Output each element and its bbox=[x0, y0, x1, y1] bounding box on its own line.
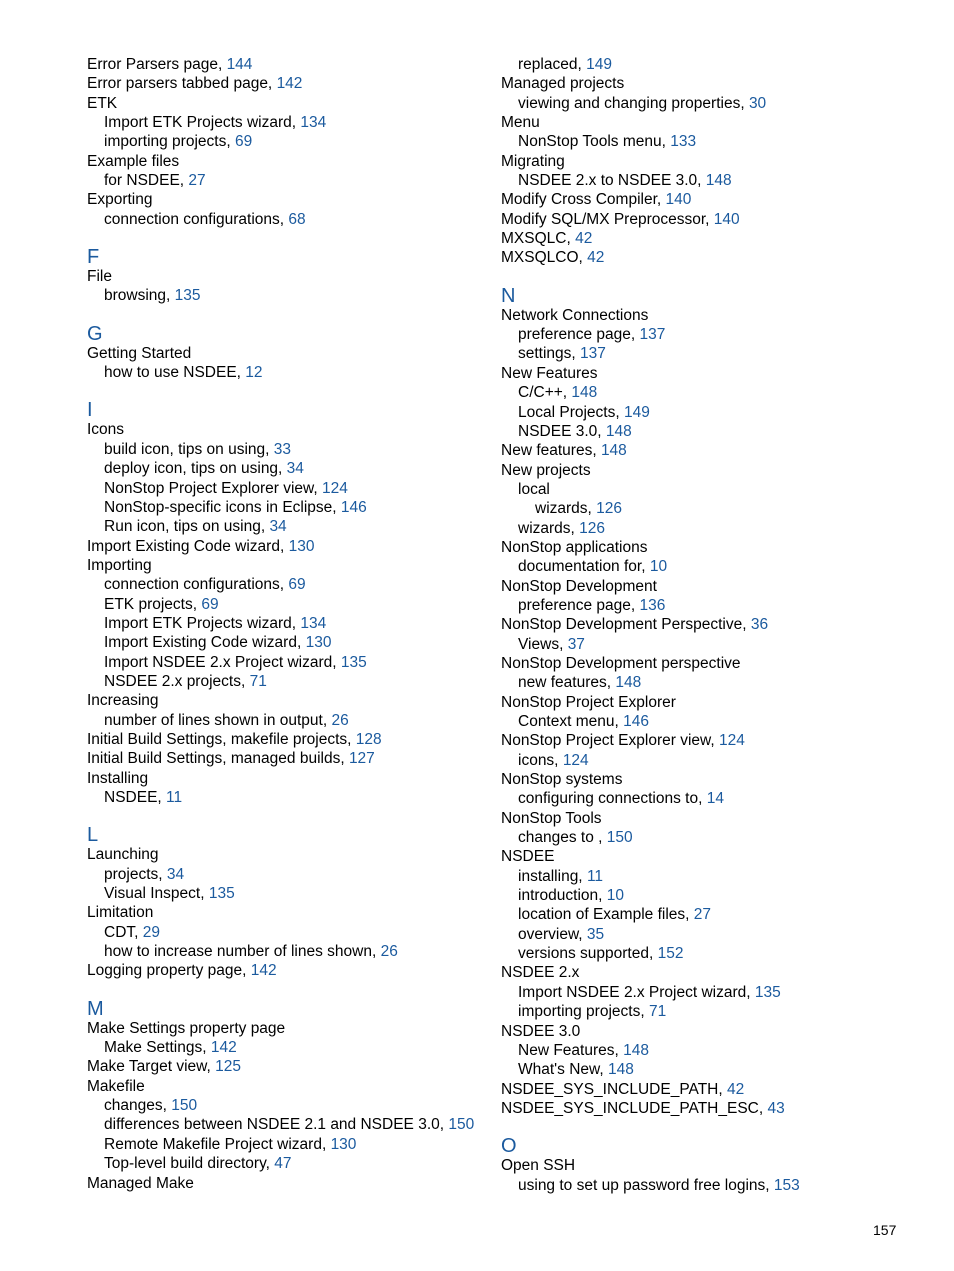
page-link[interactable]: 135 bbox=[754, 983, 781, 1001]
index-entry bbox=[501, 809, 911, 828]
index-term: New features, bbox=[501, 442, 601, 460]
index-entry bbox=[87, 556, 497, 575]
page-link[interactable]: 148 bbox=[623, 1041, 649, 1059]
index-entry bbox=[501, 963, 911, 982]
index-subentry bbox=[501, 673, 911, 692]
index-term: Initial Build Settings, managed builds, bbox=[87, 750, 349, 768]
index-entry bbox=[87, 152, 497, 171]
page-link[interactable]: 69 bbox=[288, 576, 306, 594]
page-link[interactable]: 42 bbox=[575, 230, 593, 248]
index-term: Run icon, tips on using, bbox=[104, 518, 270, 536]
index-subentry bbox=[501, 944, 911, 963]
page-link[interactable]: 135 bbox=[208, 885, 235, 903]
page-link[interactable]: 29 bbox=[142, 923, 160, 941]
page-link[interactable]: 149 bbox=[623, 403, 650, 421]
page-link[interactable]: 150 bbox=[448, 1116, 475, 1134]
index-entry bbox=[501, 731, 911, 750]
page-link[interactable]: 130 bbox=[330, 1135, 357, 1153]
index-entry bbox=[87, 730, 497, 749]
index-subentry bbox=[87, 1096, 497, 1115]
index-term: browsing, bbox=[104, 287, 175, 305]
index-term: using to set up password free logins, bbox=[518, 1176, 774, 1194]
page-link[interactable]: 148 bbox=[571, 384, 598, 402]
page-link[interactable]: 126 bbox=[579, 519, 606, 537]
index-subentry bbox=[87, 653, 497, 672]
index-entry bbox=[87, 769, 497, 788]
page-link[interactable]: 27 bbox=[693, 906, 712, 924]
index-entry bbox=[501, 210, 911, 229]
index-subentry bbox=[501, 1060, 911, 1079]
index-entry bbox=[501, 1156, 911, 1175]
index-term: icons, bbox=[518, 751, 563, 769]
page-link[interactable]: 150 bbox=[171, 1097, 198, 1115]
index-term: Launching bbox=[87, 846, 159, 864]
index-subentry bbox=[501, 983, 911, 1002]
index-entry bbox=[87, 55, 497, 74]
page-link[interactable]: 69 bbox=[234, 133, 253, 151]
index-term: Make Settings property page bbox=[87, 1019, 286, 1037]
index-entry bbox=[87, 344, 497, 363]
index-entry bbox=[87, 420, 497, 439]
page-link[interactable]: 128 bbox=[355, 730, 382, 748]
page-link[interactable]: 14 bbox=[706, 790, 724, 808]
index-term: Import ETK Projects wizard, bbox=[104, 614, 301, 632]
page-link[interactable]: 140 bbox=[713, 210, 740, 228]
index-term: NonStop Project Explorer bbox=[501, 693, 676, 711]
index-term: NonStop-specific icons in Eclipse, bbox=[104, 498, 341, 516]
index-term: configuring connections to, bbox=[518, 790, 707, 808]
page-link[interactable]: 26 bbox=[331, 711, 349, 729]
index-subentry bbox=[87, 171, 497, 190]
index-subentry bbox=[87, 633, 497, 652]
page-link[interactable]: 34 bbox=[286, 460, 304, 478]
index-entry bbox=[501, 577, 911, 596]
page-link[interactable]: 148 bbox=[607, 1061, 634, 1079]
index-letter-heading: I bbox=[87, 399, 93, 422]
index-entry bbox=[501, 190, 911, 209]
index-term: New Features bbox=[501, 364, 598, 382]
index-term: What's New, bbox=[518, 1061, 608, 1079]
index-letter-heading: F bbox=[87, 246, 100, 269]
index-term: File bbox=[87, 268, 112, 286]
index-term: Menu bbox=[501, 114, 540, 132]
page-link[interactable]: 130 bbox=[305, 634, 332, 652]
page-link[interactable]: 68 bbox=[288, 210, 306, 228]
index-subentry bbox=[87, 363, 497, 382]
index-term: Importing bbox=[87, 556, 152, 574]
index-term: NSDEE bbox=[501, 848, 555, 866]
index-entry bbox=[87, 845, 497, 864]
index-term: wizards, bbox=[518, 519, 580, 537]
page-link[interactable]: 148 bbox=[615, 674, 642, 692]
page-link[interactable]: 127 bbox=[348, 750, 375, 768]
index-subentry bbox=[87, 865, 497, 884]
index-subentry bbox=[87, 672, 497, 691]
index-term: NonStop Project Explorer view, bbox=[104, 479, 322, 497]
index-term: NonStop Development perspective bbox=[501, 654, 741, 672]
page-link[interactable]: 133 bbox=[670, 133, 697, 151]
index-term: number of lines shown in output, bbox=[104, 711, 332, 729]
index-term: importing projects, bbox=[104, 133, 235, 151]
index-entry bbox=[501, 615, 911, 634]
index-subentry bbox=[87, 788, 497, 807]
index-letter-heading: G bbox=[87, 322, 103, 345]
index-term: Logging property page, bbox=[87, 962, 251, 980]
index-term: Modify SQL/MX Preprocessor, bbox=[501, 210, 714, 228]
page-link[interactable]: 142 bbox=[210, 1039, 237, 1057]
index-subentry bbox=[87, 942, 497, 961]
page-link[interactable]: 135 bbox=[174, 287, 201, 305]
index-subentry bbox=[87, 132, 497, 151]
index-term: Makefile bbox=[87, 1077, 145, 1095]
page-link[interactable]: 150 bbox=[606, 829, 633, 847]
index-term: Visual Inspect, bbox=[104, 885, 209, 903]
index-letter-heading: O bbox=[501, 1135, 517, 1158]
page-link[interactable]: 30 bbox=[748, 94, 767, 112]
page-link[interactable]: 124 bbox=[321, 479, 348, 497]
page-link[interactable]: 33 bbox=[273, 440, 291, 458]
index-term: new features, bbox=[518, 674, 616, 692]
index-entry bbox=[87, 74, 497, 93]
index-term: NSDEE 2.x to NSDEE 3.0, bbox=[518, 172, 706, 190]
index-term: Getting Started bbox=[87, 344, 192, 362]
page-link[interactable]: 130 bbox=[288, 537, 315, 555]
index-term: NonStop Project Explorer view, bbox=[501, 732, 719, 750]
index-term: changes, bbox=[104, 1097, 172, 1115]
index-entry bbox=[87, 1077, 497, 1096]
index-entry bbox=[501, 770, 911, 789]
index-term: Icons bbox=[87, 421, 125, 439]
page-link[interactable]: 11 bbox=[586, 867, 604, 885]
index-letter-heading: L bbox=[87, 824, 99, 847]
index-term: differences between NSDEE 2.1 and NSDEE 3.0, bbox=[104, 1116, 449, 1134]
index-letter-heading: N bbox=[501, 284, 516, 307]
page-link[interactable]: 42 bbox=[726, 1080, 745, 1098]
index-term: Top-level build directory, bbox=[104, 1155, 275, 1173]
index-subentry bbox=[501, 1002, 911, 1021]
index-term: replaced, bbox=[518, 56, 587, 73]
index-term: Increasing bbox=[87, 692, 159, 710]
index-term: MXSQLCO, bbox=[501, 249, 588, 267]
index-subentry bbox=[501, 325, 911, 344]
index-subentry bbox=[87, 286, 497, 305]
page-link[interactable]: 142 bbox=[250, 962, 277, 980]
index-entry bbox=[87, 961, 497, 980]
index-term: NonStop applications bbox=[501, 538, 648, 556]
page-link[interactable]: 26 bbox=[380, 943, 398, 961]
index-term: how to use NSDEE, bbox=[104, 364, 246, 382]
index-term: introduction, bbox=[518, 887, 607, 905]
index-term: Open SSH bbox=[501, 1157, 576, 1175]
index-subentry bbox=[501, 55, 911, 74]
page-link[interactable]: 136 bbox=[639, 596, 666, 614]
index-term: Managed projects bbox=[501, 75, 625, 93]
index-subentry bbox=[87, 113, 497, 132]
page-link[interactable]: 137 bbox=[580, 345, 606, 363]
index-term: versions supported, bbox=[518, 945, 658, 963]
index-term: Import NSDEE 2.x Project wizard, bbox=[104, 653, 341, 671]
page-link[interactable]: 71 bbox=[249, 672, 267, 690]
index-term: location of Example files, bbox=[518, 906, 694, 924]
index-term: changes to , bbox=[518, 829, 607, 847]
index-term: NonStop Tools bbox=[501, 809, 602, 827]
index-term: NonStop Tools menu, bbox=[518, 133, 671, 151]
index-subentry bbox=[87, 1115, 497, 1134]
index-entry bbox=[501, 113, 911, 132]
index-term: connection configurations, bbox=[104, 210, 289, 228]
index-term: NonStop Development Perspective, bbox=[501, 616, 751, 634]
index-subentry bbox=[501, 886, 911, 905]
index-entry bbox=[501, 74, 911, 93]
index-term: ETK projects, bbox=[104, 595, 202, 613]
index-subentry bbox=[501, 480, 911, 499]
index-term: settings, bbox=[518, 345, 581, 363]
index-term: documentation for, bbox=[518, 558, 650, 576]
page-link[interactable]: 42 bbox=[587, 249, 605, 267]
index-subentry bbox=[501, 422, 911, 441]
index-subentry bbox=[501, 171, 911, 190]
index-subentry bbox=[87, 884, 497, 903]
page-link[interactable]: 37 bbox=[567, 635, 585, 653]
index-subentry bbox=[501, 867, 911, 886]
index-entry bbox=[501, 152, 911, 171]
index-term: connection configurations, bbox=[104, 576, 289, 594]
index-entry bbox=[87, 903, 497, 922]
index-term: Exporting bbox=[87, 191, 153, 209]
index-term: Error parsers tabbed page, bbox=[87, 75, 277, 93]
page-link[interactable]: 137 bbox=[639, 326, 666, 344]
page-link[interactable]: 12 bbox=[245, 364, 263, 382]
index-entry bbox=[87, 267, 497, 286]
page-link[interactable]: 148 bbox=[705, 172, 732, 190]
index-term: Views, bbox=[518, 635, 568, 653]
page-link[interactable]: 69 bbox=[201, 595, 219, 613]
index-subentry bbox=[87, 210, 497, 229]
index-entry bbox=[87, 1174, 497, 1193]
index-subentry bbox=[501, 383, 911, 402]
index-entry bbox=[87, 1057, 497, 1076]
index-term: Error Parsers page, bbox=[87, 56, 227, 73]
index-entry bbox=[501, 364, 911, 383]
page-link[interactable]: 27 bbox=[188, 172, 206, 190]
page-link[interactable]: 146 bbox=[340, 498, 367, 516]
index-subentry bbox=[501, 925, 911, 944]
index-entry bbox=[87, 190, 497, 209]
index-subentry bbox=[501, 635, 911, 654]
index-subentry bbox=[501, 403, 911, 422]
index-entry bbox=[87, 691, 497, 710]
index-term: New projects bbox=[501, 461, 591, 479]
page-link[interactable]: 148 bbox=[605, 422, 632, 440]
index-entry bbox=[501, 441, 911, 460]
index-subentry bbox=[501, 596, 911, 615]
index-term: installing, bbox=[518, 867, 587, 885]
index-term: Import Existing Code wizard, bbox=[104, 634, 306, 652]
index-term: NSDEE 2.x bbox=[501, 964, 580, 982]
index-term: Modify Cross Compiler, bbox=[501, 191, 666, 209]
index-term: NSDEE_SYS_INCLUDE_PATH_ESC, bbox=[501, 1099, 768, 1117]
index-subentry bbox=[501, 557, 911, 576]
index-term: how to increase number of lines shown, bbox=[104, 943, 381, 961]
page-link[interactable]: 10 bbox=[606, 887, 624, 905]
index-entry bbox=[501, 693, 911, 712]
index-term: deploy icon, tips on using, bbox=[104, 460, 287, 478]
index-term: overview, bbox=[518, 925, 587, 943]
index-letter-heading: M bbox=[87, 997, 104, 1020]
index-term: preference page, bbox=[518, 326, 640, 344]
index-term: build icon, tips on using, bbox=[104, 440, 274, 458]
index-entry bbox=[501, 229, 911, 248]
page-link[interactable]: 125 bbox=[215, 1058, 241, 1076]
index-term: Local Projects, bbox=[518, 403, 624, 421]
index-entry bbox=[501, 248, 911, 267]
index-term: preference page, bbox=[518, 596, 640, 614]
index-subentry bbox=[501, 499, 911, 518]
index-term: projects, bbox=[104, 865, 167, 883]
index-term: Installing bbox=[87, 769, 149, 787]
index-subentry bbox=[501, 905, 911, 924]
index-subentry bbox=[501, 751, 911, 770]
index-subentry bbox=[87, 923, 497, 942]
index-term: for NSDEE, bbox=[104, 172, 189, 190]
index-term: Context menu, bbox=[518, 713, 624, 730]
index-subentry bbox=[87, 711, 497, 730]
index-subentry bbox=[501, 712, 911, 731]
index-subentry bbox=[87, 498, 497, 517]
index-term: Import ETK Projects wizard, bbox=[104, 114, 301, 132]
page-link[interactable]: 144 bbox=[226, 56, 253, 73]
index-entry bbox=[87, 749, 497, 768]
page-link[interactable]: 34 bbox=[269, 518, 287, 536]
page-link[interactable]: 35 bbox=[586, 925, 605, 943]
index-subentry bbox=[87, 595, 497, 614]
page-link[interactable]: 126 bbox=[596, 500, 623, 518]
index-term: C/C++, bbox=[518, 384, 572, 402]
index-term: NSDEE_SYS_INCLUDE_PATH, bbox=[501, 1080, 727, 1098]
page-link[interactable]: 148 bbox=[600, 442, 627, 460]
page-link[interactable]: 135 bbox=[340, 653, 367, 671]
page-link[interactable]: 124 bbox=[562, 751, 589, 769]
index-term: Import Existing Code wizard, bbox=[87, 537, 289, 555]
page-link[interactable]: 34 bbox=[166, 865, 185, 883]
page-number: 157 bbox=[873, 1222, 897, 1238]
index-entry bbox=[87, 537, 497, 556]
index-subentry bbox=[501, 132, 911, 151]
page-link[interactable]: 36 bbox=[750, 616, 769, 634]
index-term: Make Target view, bbox=[87, 1058, 216, 1076]
index-subentry bbox=[87, 479, 497, 498]
index-subentry bbox=[87, 517, 497, 536]
index-term: NSDEE 2.x projects, bbox=[104, 672, 250, 690]
index-subentry bbox=[87, 1038, 497, 1057]
index-subentry bbox=[501, 828, 911, 847]
page-link[interactable]: 146 bbox=[623, 713, 649, 730]
index-term: Initial Build Settings, makefile projects, bbox=[87, 730, 356, 748]
index-entry bbox=[501, 461, 911, 480]
index-term: Managed Make bbox=[87, 1174, 194, 1192]
index-subentry bbox=[87, 614, 497, 633]
index-term: viewing and changing properties, bbox=[518, 94, 749, 112]
index-entry bbox=[501, 1080, 911, 1099]
page-link[interactable]: 11 bbox=[166, 789, 183, 806]
index-term: MXSQLC, bbox=[501, 230, 576, 248]
index-entry bbox=[501, 1099, 911, 1118]
index-subentry bbox=[87, 1135, 497, 1154]
page-link[interactable]: 142 bbox=[276, 75, 303, 93]
index-term: Limitation bbox=[87, 904, 154, 922]
index-term: wizards, bbox=[535, 500, 597, 518]
index-term: NSDEE, bbox=[104, 789, 167, 806]
page-link[interactable]: 124 bbox=[718, 732, 745, 750]
index-column-right bbox=[501, 55, 911, 1195]
index-entry bbox=[501, 306, 911, 325]
index-term: importing projects, bbox=[518, 1003, 649, 1021]
index-subentry bbox=[87, 575, 497, 594]
index-term: Make Settings, bbox=[104, 1039, 211, 1057]
index-entry bbox=[501, 654, 911, 673]
page-link[interactable]: 152 bbox=[657, 945, 684, 963]
index-term: ETK bbox=[87, 94, 118, 112]
index-term: Import NSDEE 2.x Project wizard, bbox=[518, 983, 755, 1001]
index-subentry bbox=[87, 1154, 497, 1173]
index-term: Network Connections bbox=[501, 306, 649, 324]
index-term: Example files bbox=[87, 152, 180, 170]
index-term: NonStop systems bbox=[501, 771, 623, 789]
index-column-left bbox=[87, 55, 497, 1193]
index-entry bbox=[501, 847, 911, 866]
index-subentry bbox=[87, 459, 497, 478]
index-subentry bbox=[87, 440, 497, 459]
index-subentry bbox=[501, 344, 911, 363]
index-entry bbox=[87, 94, 497, 113]
index-entry bbox=[501, 538, 911, 557]
page-link[interactable]: 71 bbox=[648, 1003, 667, 1021]
page-link[interactable]: 10 bbox=[649, 558, 668, 576]
page-link[interactable]: 47 bbox=[274, 1155, 292, 1173]
page-link[interactable]: 149 bbox=[586, 56, 612, 73]
index-entry bbox=[501, 1022, 911, 1041]
index-subentry bbox=[501, 1176, 911, 1195]
index-term: NSDEE 3.0 bbox=[501, 1022, 581, 1040]
index-term: New Features, bbox=[518, 1041, 624, 1059]
index-term: NSDEE 3.0, bbox=[518, 422, 606, 440]
index-subentry bbox=[501, 1041, 911, 1060]
page-link[interactable]: 134 bbox=[300, 114, 327, 132]
index-entry bbox=[87, 1019, 497, 1038]
index-term: local bbox=[518, 480, 550, 498]
index-subentry bbox=[501, 789, 911, 808]
index-term: CDT, bbox=[104, 923, 143, 941]
index-term: Migrating bbox=[501, 152, 565, 170]
index-term: NonStop Development bbox=[501, 577, 657, 595]
page-link[interactable]: 153 bbox=[773, 1176, 800, 1194]
index-subentry bbox=[501, 519, 911, 538]
index-subentry bbox=[501, 94, 911, 113]
page-link[interactable]: 140 bbox=[665, 191, 692, 209]
index-term: Remote Makefile Project wizard, bbox=[104, 1135, 331, 1153]
page-link[interactable]: 43 bbox=[767, 1099, 785, 1117]
page-link[interactable]: 134 bbox=[300, 614, 327, 632]
